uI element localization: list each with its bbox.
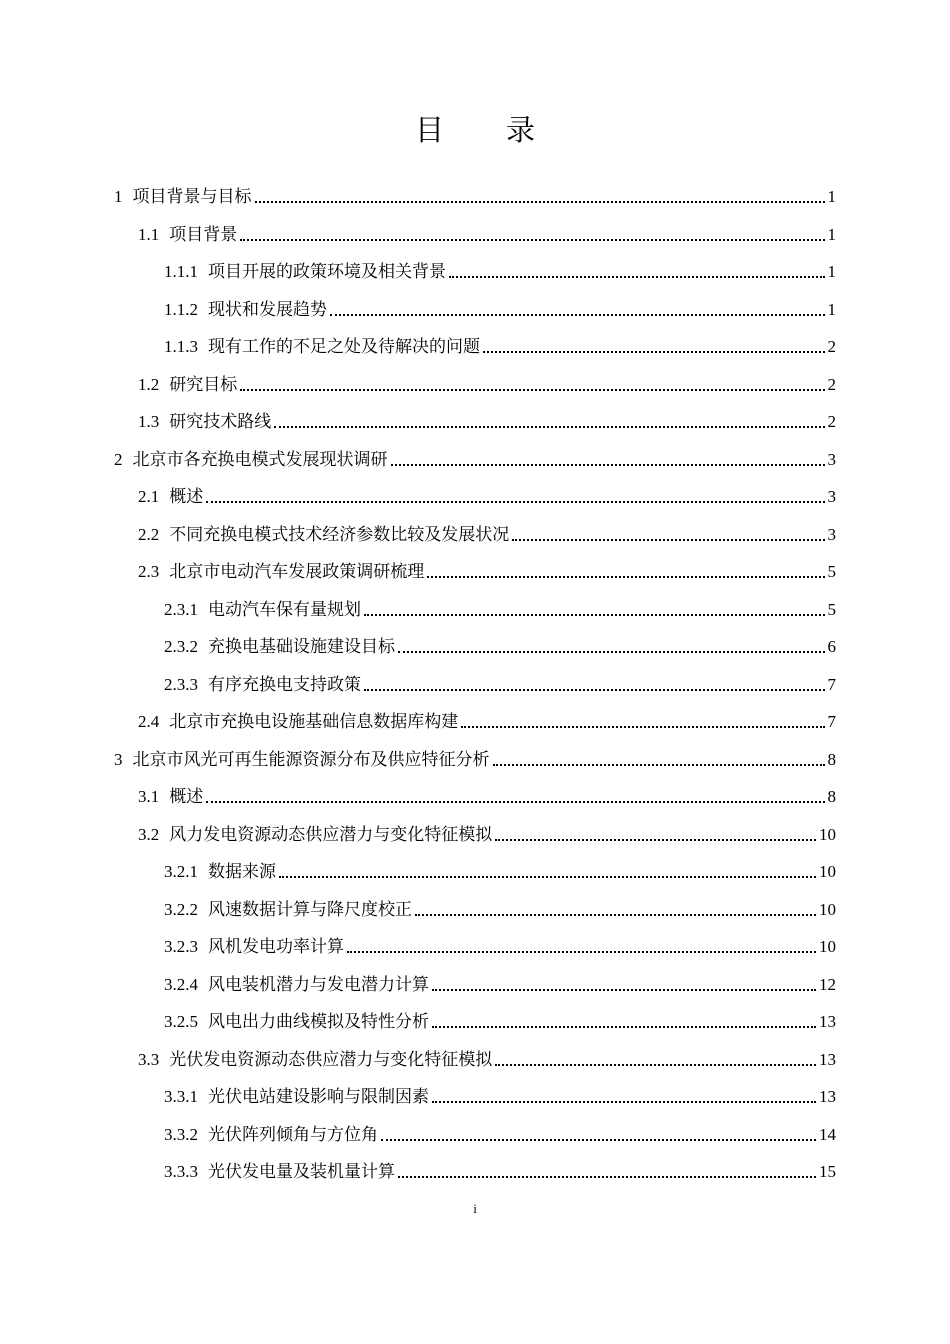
toc-entry-page: 8 bbox=[827, 749, 836, 769]
toc-entry-page: 2 bbox=[827, 337, 836, 356]
toc-entry-page: 1 bbox=[827, 262, 836, 281]
toc-entry-label: 概述 bbox=[169, 787, 204, 807]
toc-entry[interactable] bbox=[164, 1116, 836, 1146]
toc-entry-number: 2.3.3 bbox=[164, 674, 198, 694]
toc-entry[interactable] bbox=[164, 1003, 836, 1033]
toc-entry[interactable] bbox=[138, 816, 836, 846]
toc-entry-page: 8 bbox=[827, 787, 836, 806]
toc-entry-page: 10 bbox=[819, 937, 836, 956]
toc-entry[interactable] bbox=[138, 703, 836, 733]
toc-dot-leader bbox=[483, 350, 825, 353]
toc-entry[interactable] bbox=[114, 178, 836, 208]
toc-dot-leader bbox=[493, 763, 825, 766]
toc-entry[interactable] bbox=[138, 1041, 836, 1071]
toc-entry-label: 有序充换电支持政策 bbox=[208, 674, 361, 695]
toc-entry-number: 3.2.3 bbox=[164, 937, 198, 956]
toc-entry-label: 研究技术路线 bbox=[169, 412, 272, 432]
toc-entry[interactable] bbox=[138, 778, 836, 808]
toc-dot-leader bbox=[274, 425, 824, 428]
toc-entry-label: 北京市充换电设施基础信息数据库构建 bbox=[169, 712, 459, 732]
toc-entry-number: 3.2.4 bbox=[164, 974, 198, 994]
toc-entry-label: 光伏发电资源动态供应潜力与变化特征模拟 bbox=[169, 1049, 493, 1070]
toc-entry[interactable] bbox=[164, 966, 836, 996]
toc-entry-page: 15 bbox=[819, 1162, 836, 1181]
toc-entry-number: 1 bbox=[114, 187, 123, 206]
toc-entry-number: 2.3.2 bbox=[164, 637, 198, 656]
toc-entry-label: 光伏阵列倾角与方位角 bbox=[208, 1124, 378, 1145]
toc-entry-label: 概述 bbox=[169, 487, 204, 507]
toc-entry-number: 2.3 bbox=[138, 562, 160, 581]
toc-entry-label: 现有工作的不足之处及待解决的问题 bbox=[208, 337, 480, 357]
toc-dot-leader bbox=[449, 275, 825, 278]
toc-dot-leader bbox=[432, 1025, 816, 1028]
toc-dot-leader bbox=[398, 1175, 816, 1178]
toc-entry[interactable] bbox=[138, 553, 836, 583]
toc-entry-label: 项目背景 bbox=[169, 224, 238, 245]
toc-dot-leader bbox=[495, 1063, 816, 1066]
toc-entry-page: 3 bbox=[827, 449, 836, 469]
toc-entry-number: 3.2.2 bbox=[164, 899, 198, 919]
toc-dot-leader bbox=[347, 950, 816, 953]
toc-entry-number: 3.3.1 bbox=[164, 1087, 198, 1106]
toc-entry[interactable] bbox=[114, 741, 836, 771]
toc-entry-number: 1.1 bbox=[138, 224, 160, 244]
toc-entry[interactable] bbox=[138, 516, 836, 546]
toc-entry-number: 3.3.3 bbox=[164, 1162, 198, 1181]
toc-entry-number: 1.1.1 bbox=[164, 262, 198, 281]
toc-entry[interactable] bbox=[164, 1078, 836, 1108]
toc-entry-page: 1 bbox=[827, 299, 836, 319]
toc-entry-label: 风电装机潜力与发电潜力计算 bbox=[208, 974, 429, 995]
toc-entry-label: 项目背景与目标 bbox=[132, 187, 252, 207]
toc-entry-page: 7 bbox=[827, 712, 836, 731]
toc-entry-label: 研究目标 bbox=[169, 374, 238, 395]
toc-entry-number: 1.2 bbox=[138, 374, 160, 394]
toc-entry-label: 电动汽车保有量规划 bbox=[208, 599, 361, 620]
toc-entry-page: 1 bbox=[827, 224, 836, 244]
toc-entry-number: 3.2.5 bbox=[164, 1012, 198, 1031]
toc-entry-number: 1.1.2 bbox=[164, 299, 198, 319]
toc-entry-number: 3 bbox=[114, 749, 123, 769]
toc-dot-leader bbox=[364, 688, 825, 691]
toc-entry-page: 2 bbox=[827, 412, 836, 431]
toc-entry-number: 3.3 bbox=[138, 1049, 160, 1069]
toc-dot-leader bbox=[432, 1100, 816, 1103]
toc-entry[interactable] bbox=[114, 441, 836, 471]
toc-entry-label: 风电出力曲线模拟及特性分析 bbox=[208, 1012, 429, 1032]
toc-dot-leader bbox=[330, 313, 825, 316]
toc-entry-label: 风机发电功率计算 bbox=[208, 937, 344, 957]
toc-dot-leader bbox=[495, 838, 816, 841]
toc-entry[interactable] bbox=[164, 928, 836, 958]
toc-dot-leader bbox=[364, 613, 825, 616]
toc-entry-page: 10 bbox=[819, 862, 836, 881]
toc-entry-number: 2.1 bbox=[138, 487, 160, 506]
toc-entry-label: 风力发电资源动态供应潜力与变化特征模拟 bbox=[169, 824, 493, 845]
toc-dot-leader bbox=[461, 725, 824, 728]
toc-entry-page: 5 bbox=[827, 599, 836, 619]
toc-entry-page: 1 bbox=[827, 187, 836, 206]
toc-entry[interactable] bbox=[164, 1153, 836, 1183]
toc-entry-page: 14 bbox=[819, 1124, 836, 1144]
toc-entry-number: 2 bbox=[114, 449, 123, 469]
toc-entry-page: 12 bbox=[819, 974, 836, 994]
toc-dot-leader bbox=[255, 200, 825, 203]
toc-dot-leader bbox=[427, 575, 824, 578]
toc-entry-label: 北京市风光可再生能源资源分布及供应特征分析 bbox=[132, 749, 490, 770]
toc-entry-page: 10 bbox=[819, 899, 836, 919]
toc-entry-number: 3.2.1 bbox=[164, 862, 198, 881]
toc-entry[interactable] bbox=[164, 628, 836, 658]
toc-entry[interactable] bbox=[164, 291, 836, 321]
toc-dot-leader bbox=[279, 875, 816, 878]
toc-dot-leader bbox=[398, 650, 825, 653]
toc-entry-page: 3 bbox=[827, 524, 836, 544]
toc-entry-label: 风速数据计算与降尺度校正 bbox=[208, 899, 412, 920]
toc-entry-page: 13 bbox=[819, 1087, 836, 1106]
toc-dot-leader bbox=[206, 800, 824, 803]
toc-entry-page: 13 bbox=[819, 1012, 836, 1031]
toc-entry-number: 1.3 bbox=[138, 412, 160, 431]
toc-entry-number: 2.3.1 bbox=[164, 599, 198, 619]
toc-dot-leader bbox=[512, 538, 824, 541]
toc-entry-page: 10 bbox=[819, 824, 836, 844]
toc-entry-label: 光伏发电量及装机量计算 bbox=[208, 1162, 395, 1182]
toc-dot-leader bbox=[206, 500, 824, 503]
toc-dot-leader bbox=[391, 463, 825, 466]
toc-entry-label: 不同充换电模式技术经济参数比较及发展状况 bbox=[169, 524, 510, 545]
toc-entry[interactable] bbox=[164, 853, 836, 883]
toc-dot-leader bbox=[381, 1138, 816, 1141]
toc-entry-label: 现状和发展趋势 bbox=[208, 299, 327, 320]
toc-entry[interactable] bbox=[164, 591, 836, 621]
toc-entry-number: 2.4 bbox=[138, 712, 160, 731]
toc-entry[interactable] bbox=[138, 366, 836, 396]
toc-dot-leader bbox=[432, 988, 816, 991]
toc-entry[interactable] bbox=[138, 216, 836, 246]
toc-entry[interactable] bbox=[138, 403, 836, 433]
toc-entry-page: 13 bbox=[819, 1049, 836, 1069]
toc-entry-label: 光伏电站建设影响与限制因素 bbox=[208, 1087, 429, 1107]
toc-entry-label: 项目开展的政策环境及相关背景 bbox=[208, 262, 446, 282]
toc-dot-leader bbox=[240, 388, 824, 391]
toc-entry-number: 1.1.3 bbox=[164, 337, 198, 356]
toc-dot-leader bbox=[240, 238, 824, 241]
toc-entry-label: 北京市各充换电模式发展现状调研 bbox=[132, 449, 388, 470]
toc-entry-page: 7 bbox=[827, 674, 836, 694]
toc-entry[interactable] bbox=[164, 253, 836, 283]
toc-entry-label: 数据来源 bbox=[208, 862, 276, 882]
toc-entry[interactable] bbox=[164, 666, 836, 696]
toc-entry-page: 3 bbox=[827, 487, 836, 506]
toc-entry-page: 6 bbox=[827, 637, 836, 656]
toc-dot-leader bbox=[415, 913, 816, 916]
toc-entry[interactable] bbox=[164, 328, 836, 358]
toc-entry-page: 2 bbox=[827, 374, 836, 394]
toc-entry-page: 5 bbox=[827, 562, 836, 581]
toc-entry-number: 3.2 bbox=[138, 824, 160, 844]
toc-entry-number: 2.2 bbox=[138, 524, 160, 544]
toc-entry-label: 充换电基础设施建设目标 bbox=[208, 637, 395, 657]
toc-entry[interactable] bbox=[164, 891, 836, 921]
toc-entry-number: 3.3.2 bbox=[164, 1124, 198, 1144]
page-number-footer: i bbox=[473, 1201, 477, 1216]
toc-entry[interactable] bbox=[138, 478, 836, 508]
toc-entry-label: 北京市电动汽车发展政策调研梳理 bbox=[169, 562, 425, 582]
page-title: 目录 bbox=[414, 113, 597, 147]
toc-entry-number: 3.1 bbox=[138, 787, 160, 806]
